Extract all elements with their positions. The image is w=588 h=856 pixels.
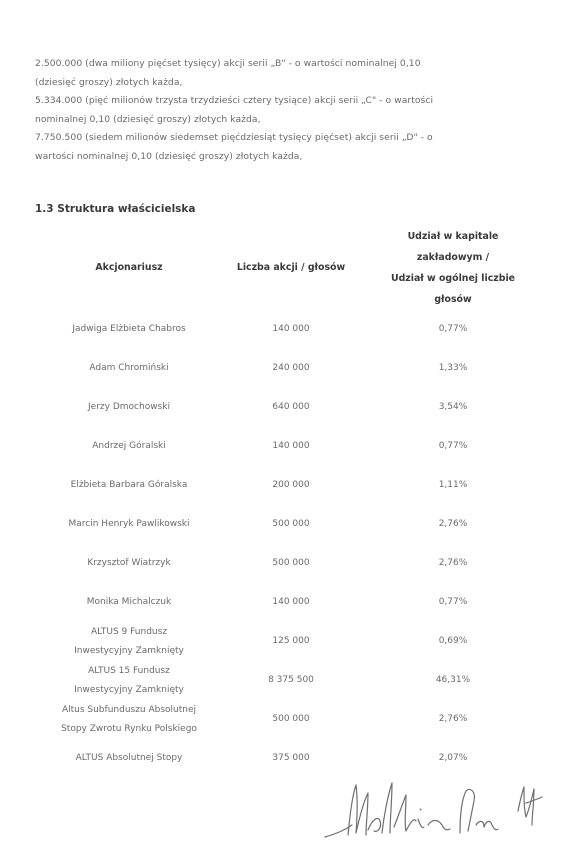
share-count: 140 000 [272, 324, 310, 334]
table-row [35, 700, 547, 739]
intro-line: 7.750.500 (siedem milionów siedemset pięćdziesiąt tysięcy pięćset) akcji serii „D" - o [35, 132, 433, 143]
share-count: 500 000 [272, 558, 310, 568]
shareholder-name [35, 622, 223, 661]
share-percentage: 3,54% [438, 402, 468, 412]
table-row [35, 349, 547, 388]
shareholder-name: ALTUS Absolutnej Stopy [75, 753, 183, 763]
handwritten-signature [320, 775, 550, 845]
name-line: Inwestycyjny Zamknięty [74, 645, 184, 656]
shareholder-name: Adam Chromiński [89, 363, 169, 373]
share-count: 640 000 [272, 402, 310, 412]
shareholder-name: Elżbieta Barbara Góralska [70, 480, 188, 490]
name-line: ALTUS 9 Fundusz [90, 626, 168, 637]
share-count: 500 000 [272, 714, 310, 724]
share-count: 500 000 [272, 519, 310, 529]
section-heading: 1.3 Struktura właścicielska [35, 203, 196, 215]
table-row [35, 661, 547, 700]
table-row [35, 505, 547, 544]
shareholder-name: Marcin Henryk Pawlikowski [68, 519, 190, 529]
name-line: Altus Subfunduszu Absolutnej [61, 704, 197, 715]
shareholder-name: Jerzy Dmochowski [88, 402, 170, 412]
share-count: 375 000 [272, 753, 310, 763]
share-percentage: 2,76% [438, 714, 468, 724]
share-percentage: 1,33% [438, 363, 468, 373]
table-row [35, 544, 547, 583]
share-count: 200 000 [272, 480, 310, 490]
table-row [35, 622, 547, 661]
header-line: Udział w ogólnej liczbie [390, 272, 516, 284]
share-percentage: 2,76% [438, 519, 468, 529]
intro-line: nominalnej 0,10 (dziesięć groszy) złotych każda, [35, 113, 261, 125]
share-series-description [35, 55, 555, 166]
header-line: zakładowym / [416, 251, 490, 263]
table-row [35, 739, 547, 778]
name-line: Inwestycyjny Zamknięty [74, 684, 184, 695]
table-row [35, 427, 547, 466]
intro-line: wartości nominalnej 0,10 (dziesięć groszy) złotych każda, [35, 150, 303, 162]
shareholder-name: Jadwiga Elżbieta Chabros [72, 324, 186, 334]
share-percentage: 0,77% [438, 597, 468, 607]
header-line: głosów [434, 293, 472, 305]
shareholder-name [35, 661, 223, 700]
name-line: ALTUS 15 Fundusz [88, 665, 170, 676]
share-count: 8 375 500 [268, 675, 314, 685]
share-percentage: 1,11% [438, 480, 468, 490]
table-row [35, 466, 547, 505]
header-line: Udział w kapitale [407, 230, 499, 242]
share-percentage: 2,76% [438, 558, 468, 568]
shareholder-name [35, 700, 223, 739]
share-percentage: 0,77% [438, 441, 468, 451]
share-percentage: 0,77% [438, 324, 468, 334]
table-header-row [35, 225, 547, 310]
intro-line: (dziesięć groszy) złotych każda, [35, 76, 183, 88]
share-count: 240 000 [272, 363, 310, 373]
intro-line: 2.500.000 (dwa miliony pięćset tysięcy) akcji serii „B" - o wartości nominalnej 0,10 [35, 58, 421, 69]
share-count: 125 000 [272, 636, 310, 646]
table-row [35, 583, 547, 622]
shareholder-name: Krzysztof Wiatrzyk [87, 558, 171, 568]
name-line: Stopy Zwrotu Rynku Polskiego [61, 723, 197, 734]
share-percentage: 46,31% [435, 675, 471, 685]
shareholder-name: Monika Michalczuk [86, 597, 172, 607]
table-row [35, 388, 547, 427]
ownership-structure-table [35, 225, 547, 778]
share-percentage: 2,07% [438, 753, 468, 763]
column-header-shareholder: Akcjonariusz [95, 262, 163, 273]
column-header-share-percentage [359, 225, 547, 310]
intro-line: 5.334.000 (pięć milionów trzysta trzydzieści cztery tysiące) akcji serii „C" - o wartości [35, 95, 434, 106]
share-count: 140 000 [272, 441, 310, 451]
shareholder-name: Andrzej Góralski [92, 441, 166, 451]
share-count: 140 000 [272, 597, 310, 607]
share-percentage: 0,69% [438, 636, 468, 646]
table-row [35, 310, 547, 349]
column-header-shares: Liczba akcji / głosów [236, 262, 346, 273]
